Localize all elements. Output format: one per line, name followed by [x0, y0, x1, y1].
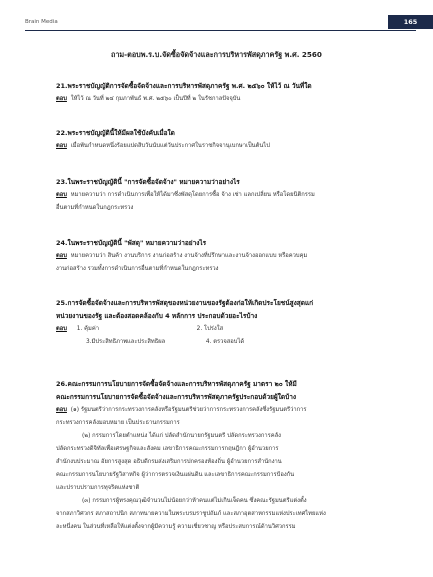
qa-item-26: [56, 378, 418, 534]
question-23: 23.ในพระราชบัญญัตินี้ "การจัดซื้อจัดจ้าง" หมายความว่าอย่างไร: [56, 178, 240, 186]
question-24: 24.ในพระราชบัญญัตินี้ "พัสดุ" หมายความว่าอย่างไร: [56, 239, 207, 247]
answer-23-line-2: อื่นตามที่กำหนดในกฎกระทรวง: [56, 205, 134, 211]
header-rule: [25, 30, 416, 31]
question-26-line-2: คณะกรรมการนโยบายการจัดซื้อจัดจ้างและการบริหารพัสดุภาครัฐประกอบด้วยผู้ใดบ้าง: [56, 393, 297, 401]
question-25-line-2: หน่วยงานของรัฐ และต้องสอดคล้องกับ 4 หลักการ ประกอบด้วยอะไรบ้าง: [56, 312, 258, 320]
answer-24-line-1: หมายความว่า สินค้า งานบริการ งานก่อสร้าง งานจ้างที่ปรึกษาและงานจ้างออกแบบ หรือควบคุม: [70, 253, 308, 259]
brand-name: Brain Media: [25, 19, 58, 25]
answer-26-line-5: สำนักงบประมาณ อัยการสูงสุด อธิบดีกรมส่งเสริมการปกครองท้องถิ่น ผู้อำนวยการสำนักงาน: [56, 459, 282, 465]
answer-label: ตอบ: [56, 326, 67, 332]
answer-label: ตอบ: [56, 192, 67, 198]
qa-item-22: [56, 127, 418, 153]
answer-26-line-9: จากสภาวิศวกร สภาสถาปนิก สภาทนายความในพระบรมราชูปถัมภ์ และสภาอุตสาหกรรมแห่งประเทศไทยแห่ง: [56, 511, 326, 517]
page-title: ถาม-ตอบพ.ร.บ.จัดซื้อจัดจ้างและการบริหารพัสดุภาครัฐ พ.ศ. 2560: [111, 50, 322, 59]
answer-26-line-7: และปราบปรามการทุจริตแห่งชาติ: [56, 485, 140, 491]
qa-item-25: [56, 297, 418, 349]
answer-26-line-1: (๑) รัฐมนตรีว่าการกระทรวงการคลังหรือรัฐมนตรีช่วยว่าการกระทรวงการคลังซึ่งรัฐมนตรีว่าการ: [70, 407, 307, 413]
answer-label: ตอบ: [56, 143, 67, 149]
answer-26-line-8: (๓) กรรมการผู้ทรงคุณวุฒิจำนวนไม่น้อยกว่าห้าคนแต่ไม่เกินเจ็ดคน ซึ่งคณะรัฐมนตรีแต่งตั้ง: [82, 498, 307, 504]
answer-26-line-2: กระทรวงการคลังมอบหมาย เป็นประธานกรรมการ: [56, 420, 180, 426]
page-number-badge: 165: [388, 15, 433, 29]
option-2: 2. โปร่งใส: [196, 326, 224, 332]
answer-label: ตอบ: [56, 96, 67, 102]
answer-26-line-10: ละหนึ่งคน ในส่วนที่เหลือให้แต่งตั้งจากผู้มีความรู้ ความเชี่ยวชาญ หรือประสบการณ์ด้านวิศวกรรม: [56, 524, 296, 530]
question-25-line-1: 25.การจัดซื้อจัดจ้างและการบริหารพัสดุของหน่วยงานของรัฐต้องก่อให้เกิดประโยชน์สูงสุดแก่: [56, 299, 314, 307]
qa-item-21: [56, 80, 418, 106]
question-21: 21.พระราชบัญญัติการจัดซื้อจัดจ้างและการบริหารพัสดุภาครัฐ พ.ศ. ๒๕๖๐ ให้ไว้ ณ วันที่ใด: [56, 82, 312, 90]
answer-label: ตอบ: [56, 407, 67, 413]
qa-item-24: [56, 237, 418, 276]
answer-21: ให้ไว้ ณ วันที่ ๒๔ กุมภาพันธ์ พ.ศ. ๒๕๖๐ เป็นปีที่ ๒ ในรัชกาลปัจจุบัน: [70, 96, 241, 102]
answer-22: เมื่อพ้นกำหนดหนึ่งร้อยแปดสิบวันนับแต่วันประกาศในราชกิจจานุเบกษาเป็นต้นไป: [70, 143, 270, 149]
option-1: 1. คุ้มค่า: [76, 326, 99, 332]
qa-item-23: [56, 176, 418, 215]
answer-26-line-3: (๒) กรรมการโดยตำแหน่ง ได้แก่ ปลัดสำนักนายกรัฐมนตรี ปลัดกระทรวงการคลัง: [82, 433, 281, 439]
option-4: 4. ตรวจสอบได้: [205, 339, 245, 345]
question-22: 22.พระราชบัญญัตินี้ให้มีผลใช้บังคับเมื่อใด: [56, 129, 175, 137]
answer-23-line-1: หมายความว่า การดำเนินการเพื่อให้ได้มาซึ่งพัสดุโดยการซื้อ จ้าง เช่า แลกเปลี่ยน หรือโดยนิติกรรม: [70, 192, 315, 198]
answer-label: ตอบ: [56, 253, 67, 259]
option-3: 3.มีประสิทธิภาพและประสิทธิผล: [86, 339, 166, 345]
answer-26-line-6: คณะกรรมการนโยบายรัฐวิสาหกิจ ผู้ว่าการตรวจเงินแผ่นดิน และเลขาธิการคณะกรรมการป้องกัน: [56, 472, 295, 478]
answer-26-line-4: ปลัดกระทรวงดิจิทัลเพื่อเศรษฐกิจและสังคม เลขาธิการคณะกรรมการกฤษฎีกา ผู้อำนวยการ: [56, 446, 279, 452]
question-26-line-1: 26.คณะกรรมการนโยบายการจัดซื้อจัดจ้างและการบริหารพัสดุภาครัฐ มาตรา ๒๐ ให้มี: [56, 380, 297, 388]
answer-24-line-2: งานก่อสร้าง รวมทั้งการดำเนินการอื่นตามที่กำหนดในกฎกระทรวง: [56, 266, 219, 272]
